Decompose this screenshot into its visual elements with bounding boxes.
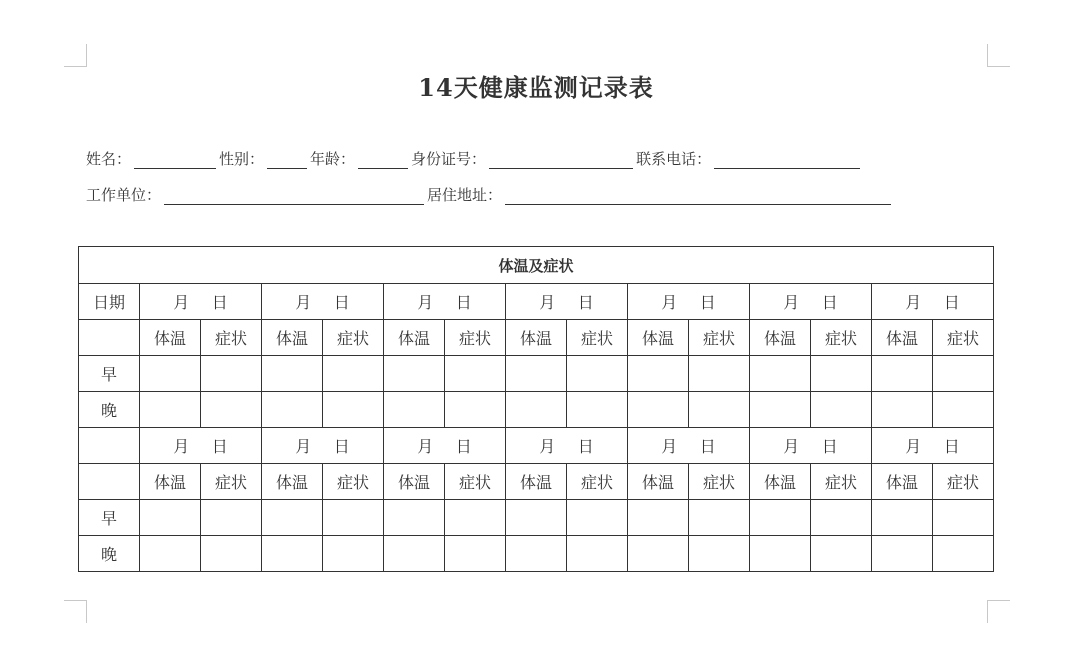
column-header-row bbox=[79, 320, 994, 356]
temp-header: 体温 bbox=[628, 464, 689, 500]
entry-cell[interactable] bbox=[811, 356, 872, 392]
entry-cell[interactable] bbox=[201, 536, 262, 572]
evening-row bbox=[79, 536, 994, 572]
temp-header: 体温 bbox=[262, 464, 323, 500]
date-cell[interactable] bbox=[628, 428, 750, 464]
entry-cell[interactable] bbox=[506, 536, 567, 572]
date-cell[interactable] bbox=[872, 428, 994, 464]
temp-header: 体温 bbox=[262, 320, 323, 356]
page-title: 14天健康监测记录表 bbox=[418, 73, 654, 102]
evening-row-label: 晚 bbox=[79, 392, 140, 428]
symptom-header: 症状 bbox=[201, 464, 262, 500]
date-cell[interactable] bbox=[506, 284, 628, 320]
empty-cell bbox=[79, 320, 140, 356]
entry-cell[interactable] bbox=[384, 500, 445, 536]
day-label: 日 bbox=[455, 437, 472, 456]
phone-label: 联系电话： bbox=[636, 150, 712, 168]
date-cell[interactable] bbox=[506, 428, 628, 464]
monitoring-table bbox=[78, 246, 994, 572]
entry-cell[interactable] bbox=[201, 392, 262, 428]
id-label: 身份证号： bbox=[411, 150, 487, 168]
work-blank[interactable] bbox=[164, 188, 424, 205]
entry-cell[interactable] bbox=[323, 536, 384, 572]
day-label: 日 bbox=[577, 293, 594, 312]
address-label: 居住地址： bbox=[427, 186, 503, 204]
page-corner-mark bbox=[64, 600, 87, 623]
month-label: 月 bbox=[173, 437, 190, 456]
symptom-header: 症状 bbox=[689, 464, 750, 500]
name-label: 姓名： bbox=[86, 150, 132, 168]
temp-header: 体温 bbox=[506, 320, 567, 356]
entry-cell[interactable] bbox=[689, 536, 750, 572]
morning-row-label: 早 bbox=[79, 356, 140, 392]
temp-header: 体温 bbox=[750, 320, 811, 356]
entry-cell[interactable] bbox=[262, 392, 323, 428]
date-label: 日期 bbox=[79, 284, 140, 320]
entry-cell[interactable] bbox=[628, 392, 689, 428]
evening-row-label: 晚 bbox=[79, 536, 140, 572]
month-label: 月 bbox=[295, 437, 312, 456]
symptom-header: 症状 bbox=[933, 464, 994, 500]
entry-cell[interactable] bbox=[689, 392, 750, 428]
day-label: 日 bbox=[333, 437, 350, 456]
name-blank[interactable] bbox=[134, 152, 216, 169]
entry-cell[interactable] bbox=[628, 356, 689, 392]
page-corner-mark bbox=[987, 44, 1010, 67]
temp-header: 体温 bbox=[140, 320, 201, 356]
empty-cell bbox=[79, 464, 140, 500]
date-cell[interactable] bbox=[140, 284, 262, 320]
day-label: 日 bbox=[211, 437, 228, 456]
entry-cell[interactable] bbox=[933, 500, 994, 536]
entry-cell[interactable] bbox=[262, 356, 323, 392]
empty-cell bbox=[79, 428, 140, 464]
entry-cell[interactable] bbox=[872, 536, 933, 572]
gender-label: 性别： bbox=[219, 150, 265, 168]
day-label: 日 bbox=[821, 437, 838, 456]
entry-cell[interactable] bbox=[567, 356, 628, 392]
entry-cell[interactable] bbox=[811, 500, 872, 536]
work-label: 工作单位： bbox=[86, 186, 162, 204]
symptom-header: 症状 bbox=[811, 320, 872, 356]
symptom-header: 症状 bbox=[689, 320, 750, 356]
entry-cell[interactable] bbox=[933, 356, 994, 392]
entry-cell[interactable] bbox=[750, 392, 811, 428]
day-label: 日 bbox=[943, 293, 960, 312]
date-cell[interactable] bbox=[140, 428, 262, 464]
entry-cell[interactable] bbox=[567, 500, 628, 536]
entry-cell[interactable] bbox=[872, 500, 933, 536]
page-corner-mark bbox=[64, 44, 87, 67]
month-label: 月 bbox=[661, 293, 678, 312]
month-label: 月 bbox=[417, 437, 434, 456]
symptom-header: 症状 bbox=[323, 320, 384, 356]
entry-cell[interactable] bbox=[750, 500, 811, 536]
entry-cell[interactable] bbox=[689, 356, 750, 392]
age-label: 年龄： bbox=[310, 150, 356, 168]
phone-blank[interactable] bbox=[714, 152, 860, 169]
temp-header: 体温 bbox=[872, 320, 933, 356]
morning-row bbox=[79, 356, 994, 392]
info-line-1 bbox=[86, 148, 863, 169]
symptom-header: 症状 bbox=[445, 464, 506, 500]
table-header: 体温及症状 bbox=[79, 247, 994, 284]
column-header-row bbox=[79, 464, 994, 500]
entry-cell[interactable] bbox=[872, 356, 933, 392]
month-label: 月 bbox=[783, 437, 800, 456]
entry-cell[interactable] bbox=[628, 536, 689, 572]
age-blank[interactable] bbox=[358, 152, 408, 169]
date-cell[interactable] bbox=[262, 284, 384, 320]
day-label: 日 bbox=[577, 437, 594, 456]
date-cell[interactable] bbox=[750, 284, 872, 320]
entry-cell[interactable] bbox=[323, 356, 384, 392]
day-label: 日 bbox=[699, 293, 716, 312]
day-label: 日 bbox=[821, 293, 838, 312]
entry-cell[interactable] bbox=[323, 392, 384, 428]
date-cell[interactable] bbox=[872, 284, 994, 320]
date-cell[interactable] bbox=[384, 284, 506, 320]
gender-blank[interactable] bbox=[267, 152, 307, 169]
entry-cell[interactable] bbox=[933, 536, 994, 572]
temp-header: 体温 bbox=[384, 320, 445, 356]
entry-cell[interactable] bbox=[384, 536, 445, 572]
entry-cell[interactable] bbox=[201, 356, 262, 392]
entry-cell[interactable] bbox=[384, 392, 445, 428]
address-blank[interactable] bbox=[505, 188, 891, 205]
entry-cell[interactable] bbox=[506, 356, 567, 392]
day-label: 日 bbox=[699, 437, 716, 456]
month-label: 月 bbox=[295, 293, 312, 312]
date-cell[interactable] bbox=[384, 428, 506, 464]
entry-cell[interactable] bbox=[262, 500, 323, 536]
entry-cell[interactable] bbox=[323, 500, 384, 536]
entry-cell[interactable] bbox=[262, 536, 323, 572]
month-label: 月 bbox=[539, 437, 556, 456]
entry-cell[interactable] bbox=[811, 536, 872, 572]
temp-header: 体温 bbox=[140, 464, 201, 500]
date-row bbox=[79, 428, 994, 464]
month-label: 月 bbox=[661, 437, 678, 456]
date-cell[interactable] bbox=[262, 428, 384, 464]
temp-header: 体温 bbox=[384, 464, 445, 500]
entry-cell[interactable] bbox=[506, 392, 567, 428]
id-blank[interactable] bbox=[489, 152, 633, 169]
date-cell[interactable] bbox=[750, 428, 872, 464]
temp-header: 体温 bbox=[628, 320, 689, 356]
evening-row bbox=[79, 392, 994, 428]
symptom-header: 症状 bbox=[323, 464, 384, 500]
entry-cell[interactable] bbox=[445, 356, 506, 392]
entry-cell[interactable] bbox=[628, 500, 689, 536]
symptom-header: 症状 bbox=[567, 464, 628, 500]
symptom-header: 症状 bbox=[445, 320, 506, 356]
symptom-header: 症状 bbox=[567, 320, 628, 356]
entry-cell[interactable] bbox=[872, 392, 933, 428]
info-line-2 bbox=[86, 184, 894, 205]
entry-cell[interactable] bbox=[384, 356, 445, 392]
month-label: 月 bbox=[417, 293, 434, 312]
entry-cell[interactable] bbox=[750, 356, 811, 392]
month-label: 月 bbox=[905, 293, 922, 312]
entry-cell[interactable] bbox=[506, 500, 567, 536]
date-cell[interactable] bbox=[628, 284, 750, 320]
date-row bbox=[79, 284, 994, 320]
day-label: 日 bbox=[333, 293, 350, 312]
day-label: 日 bbox=[211, 293, 228, 312]
entry-cell[interactable] bbox=[750, 536, 811, 572]
temp-header: 体温 bbox=[872, 464, 933, 500]
symptom-header: 症状 bbox=[933, 320, 994, 356]
entry-cell[interactable] bbox=[140, 536, 201, 572]
entry-cell[interactable] bbox=[567, 536, 628, 572]
month-label: 月 bbox=[905, 437, 922, 456]
entry-cell[interactable] bbox=[445, 500, 506, 536]
page-corner-mark bbox=[987, 600, 1010, 623]
entry-cell[interactable] bbox=[445, 536, 506, 572]
day-label: 日 bbox=[943, 437, 960, 456]
month-label: 月 bbox=[173, 293, 190, 312]
symptom-header: 症状 bbox=[811, 464, 872, 500]
morning-row bbox=[79, 500, 994, 536]
entry-cell[interactable] bbox=[689, 500, 750, 536]
entry-cell[interactable] bbox=[140, 356, 201, 392]
temp-header: 体温 bbox=[750, 464, 811, 500]
day-label: 日 bbox=[455, 293, 472, 312]
temp-header: 体温 bbox=[506, 464, 567, 500]
month-label: 月 bbox=[539, 293, 556, 312]
entry-cell[interactable] bbox=[811, 392, 872, 428]
month-label: 月 bbox=[783, 293, 800, 312]
symptom-header: 症状 bbox=[201, 320, 262, 356]
entry-cell[interactable] bbox=[567, 392, 628, 428]
entry-cell[interactable] bbox=[445, 392, 506, 428]
entry-cell[interactable] bbox=[140, 392, 201, 428]
entry-cell[interactable] bbox=[140, 500, 201, 536]
entry-cell[interactable] bbox=[933, 392, 994, 428]
entry-cell[interactable] bbox=[201, 500, 262, 536]
morning-row-label: 早 bbox=[79, 500, 140, 536]
